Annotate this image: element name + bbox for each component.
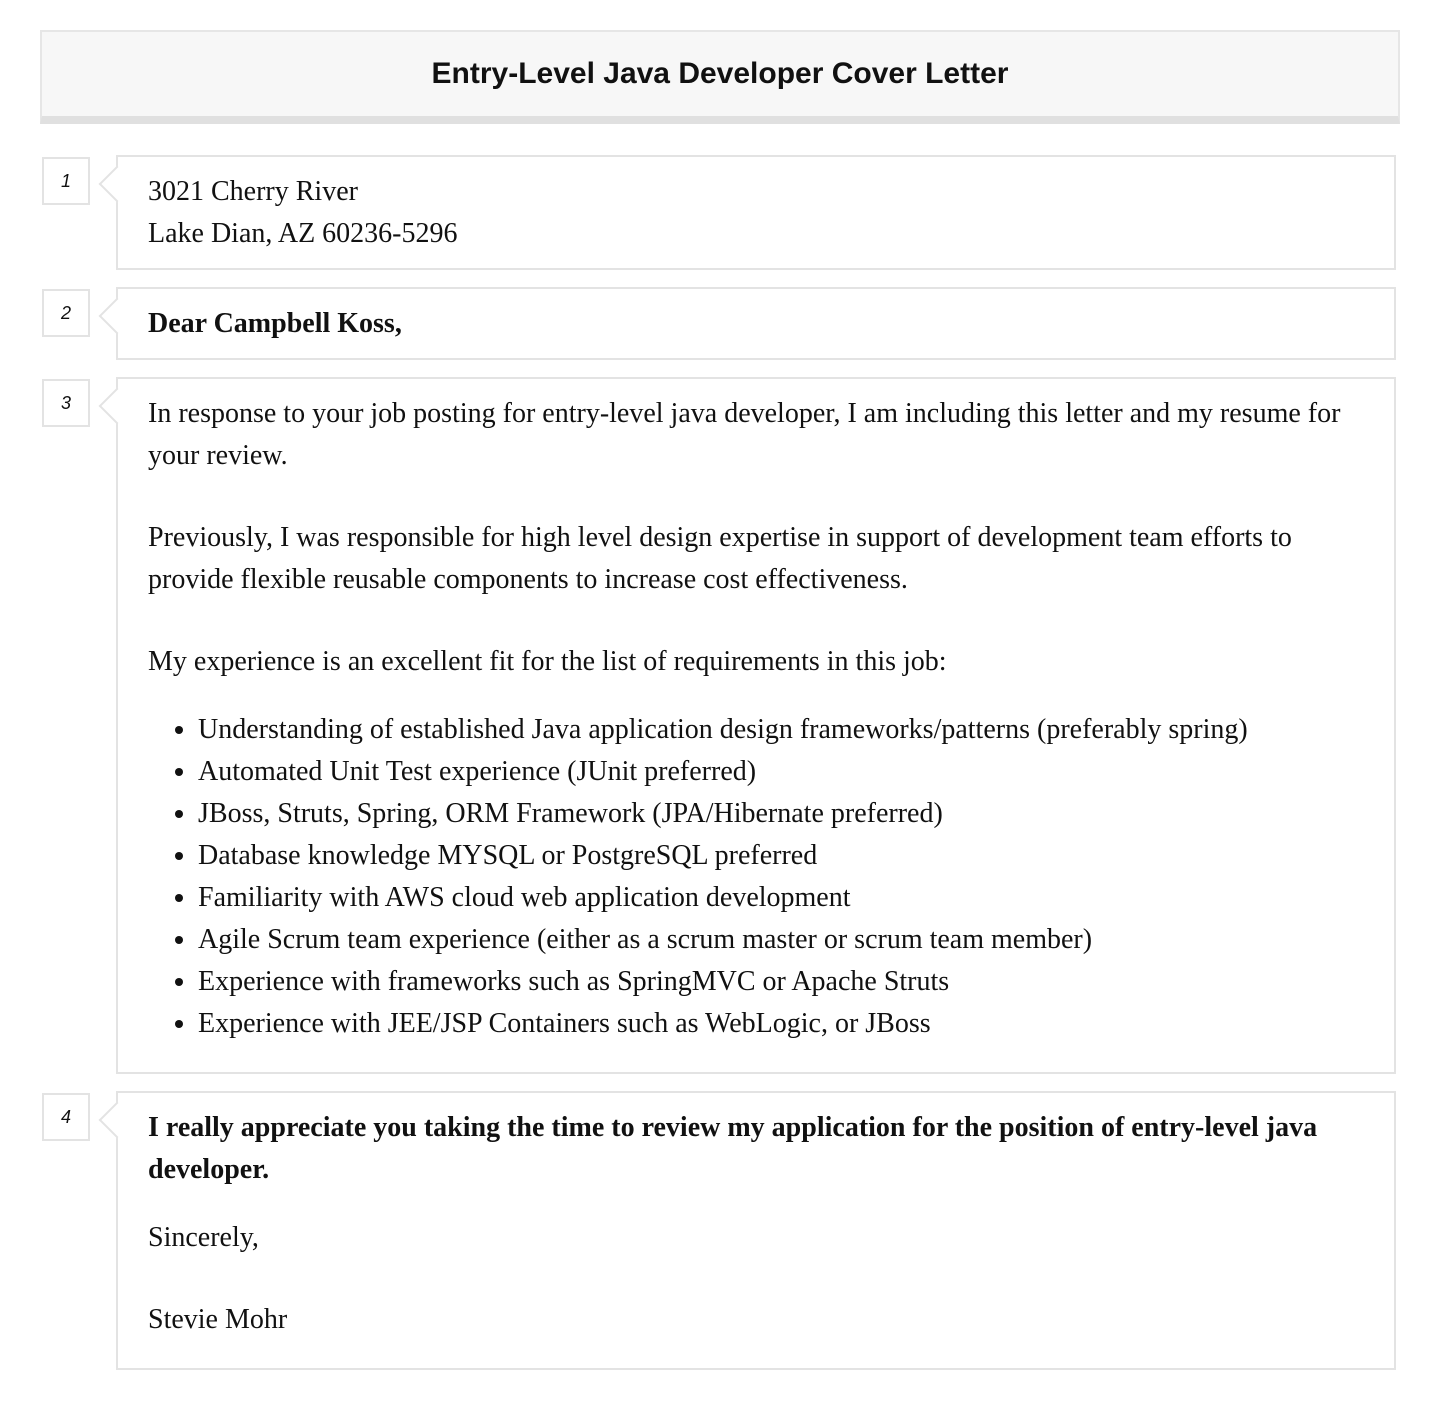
list-item: • Experience with JEE/JSP Containers such as WebLogic, or JBoss	[198, 1003, 1364, 1045]
address-line-1: 3021 Cherry River	[148, 176, 358, 207]
pointer-arrow-icon	[99, 166, 136, 203]
list-item: • Agile Scrum team experience (either as a scrum master or scrum team member)	[198, 919, 1364, 961]
pointer-arrow-icon	[99, 388, 136, 425]
page-header	[40, 30, 1400, 124]
section-box	[116, 287, 1396, 360]
list-item: • Understanding of established Java application design frameworks/patterns (preferably spring)	[198, 709, 1364, 751]
requirements-list	[148, 709, 1364, 1045]
list-item: • Database knowledge MYSQL or PostgreSQL preferred	[198, 835, 1364, 877]
page-title: Entry-Level Java Developer Cover Letter	[431, 57, 1009, 90]
section-box	[116, 155, 1396, 270]
section-box	[116, 377, 1396, 1074]
list-item: • Familiarity with AWS cloud web application development	[198, 877, 1364, 919]
closing-statement: I really appreciate you taking the time to review my application for the position of entry-level java developer.	[148, 1112, 1318, 1185]
section-number: 3	[42, 379, 90, 427]
address-line-2: Lake Dian, AZ 60236-5296	[148, 218, 458, 249]
list-item: • Experience with frameworks such as SpringMVC or Apache Struts	[198, 961, 1364, 1003]
section-number: 4	[42, 1093, 90, 1141]
paragraph-fit: My experience is an excellent fit for the list of requirements in this job:	[148, 646, 947, 677]
section-box	[116, 1091, 1396, 1370]
section-number: 2	[42, 289, 90, 337]
signer-name: Stevie Mohr	[148, 1304, 288, 1335]
pointer-arrow-icon	[99, 1102, 136, 1139]
paragraph-experience: Previously, I was responsible for high level design expertise in support of development team efforts to provide flexible reusable components to increase cost effectiveness.	[148, 522, 1292, 595]
signoff: Sincerely,	[148, 1222, 259, 1253]
paragraph-intro: In response to your job posting for entry-level java developer, I am including this letter and my resume for your review.	[148, 398, 1341, 471]
greeting: Dear Campbell Koss,	[148, 308, 402, 339]
section-number: 1	[42, 157, 90, 205]
list-item: • Automated Unit Test experience (JUnit preferred)	[198, 751, 1364, 793]
pointer-arrow-icon	[99, 298, 136, 335]
list-item: • JBoss, Struts, Spring, ORM Framework (JPA/Hibernate preferred)	[198, 793, 1364, 835]
